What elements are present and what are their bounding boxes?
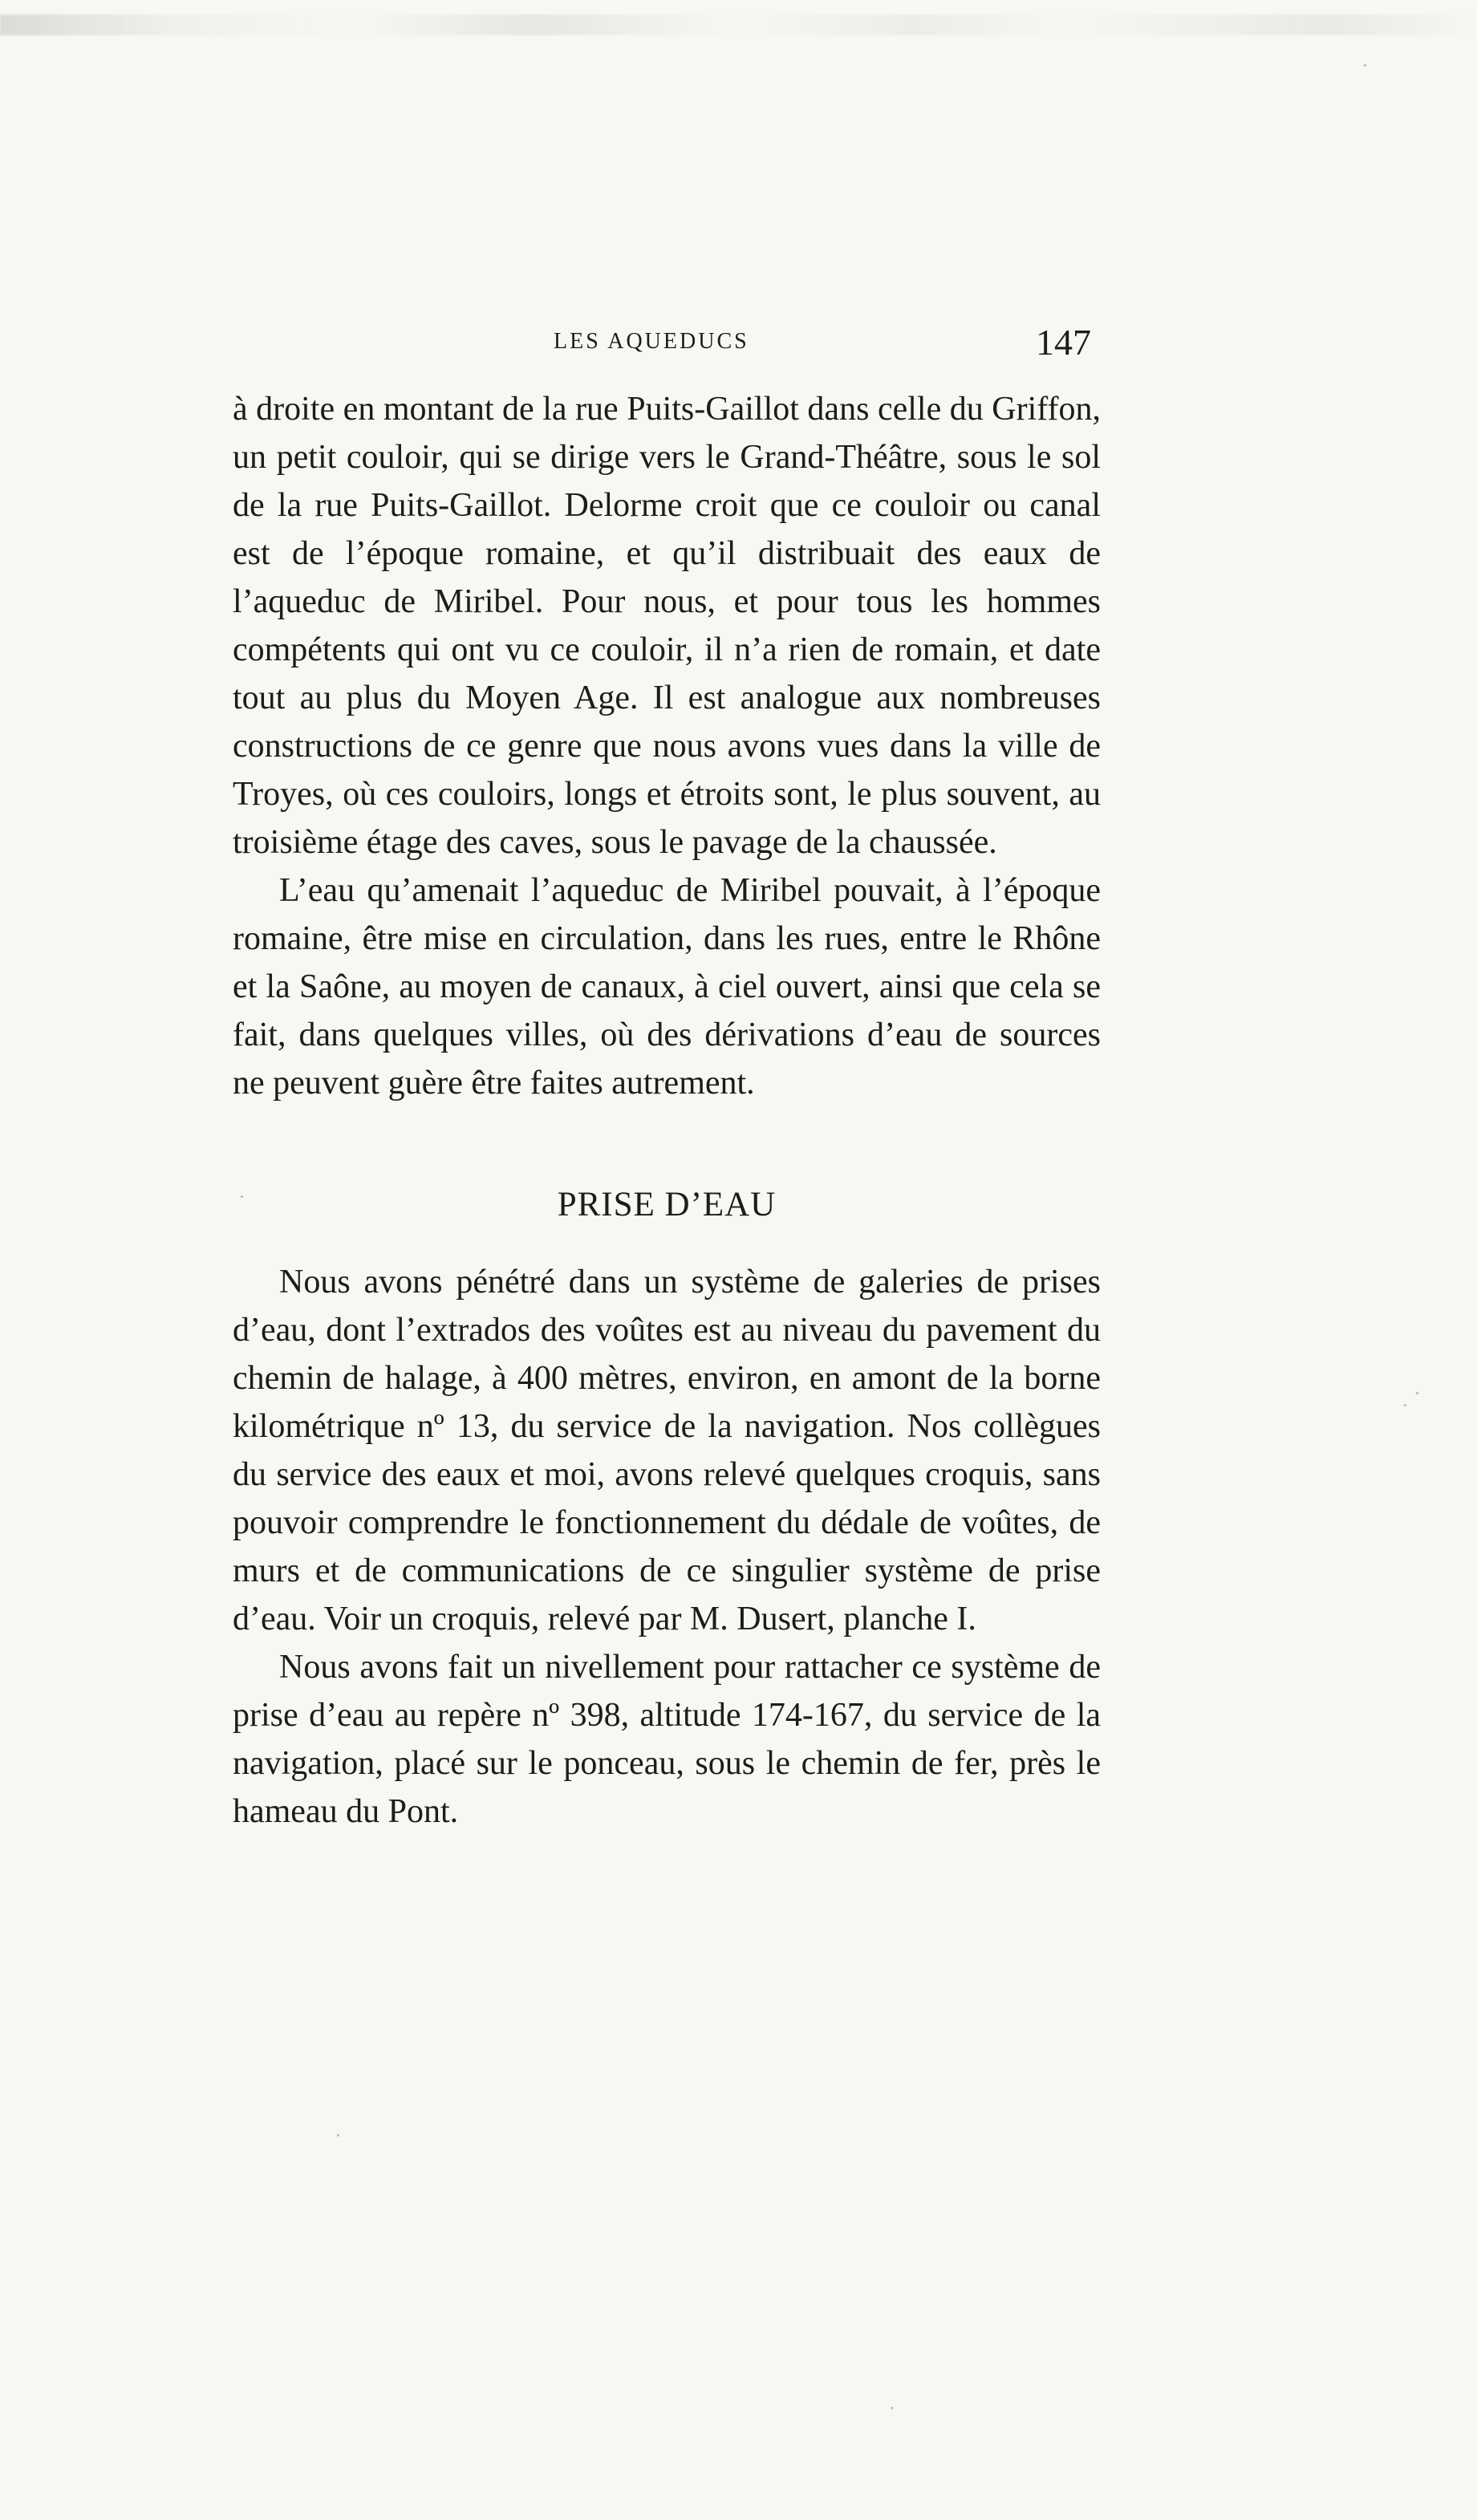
section-heading: PRISE D’EAU	[557, 1186, 777, 1223]
paper-speck	[1416, 1392, 1418, 1394]
paragraph-eau-circulation: L’eau qu’amenait l’aqueduc de Miribel pouvait, à l’époque romaine, être mise en circulation, dans les rues, entre le Rhône et la Saône, au moyen de canaux, à ciel ouvert, ainsi que cela se fait, dans quelques villes, où des dérivations d’eau de sources ne peuvent guère être faites autrement.	[233, 872, 1101, 1102]
page-number: 147	[1036, 322, 1091, 363]
paper-speck	[1404, 1404, 1406, 1406]
top-edge-smudge	[0, 14, 1477, 35]
paper-speck	[337, 2134, 339, 2137]
page-header	[233, 321, 1101, 377]
paragraph-continuation: à droite en montant de la rue Puits-Gaillot dans celle du Griffon, un petit couloir, qui se dirige vers le Grand-Théâtre, sous le sol de la rue Puits-Gaillot. Delorme croit que ce couloir ou canal est de l’époque romaine, et qu’il distribuait des eaux de l’aqueduc de Miribel. Pour nous, et pour tous les hommes compétents qui ont vu ce couloir, il n’a rien de romain, et date tout au plus du Moyen Age. Il est analogue aux nombreuses constructions de ce genre que nous avons vues dans la ville de Troyes, où ces couloirs, longs et étroits sont, le plus souvent, au troisième étage des caves, sous le pavage de la chaussée.	[233, 391, 1101, 861]
paper-speck	[241, 1195, 243, 1198]
paper-speck	[1364, 64, 1366, 67]
paragraph-galeries: Nous avons pénétré dans un système de galeries de prises d’eau, dont l’extrados des voûtes est au niveau du pavement du chemin de halage, à 400 mètres, environ, en amont de la borne kilométrique nº 13, du service de la navigation. Nos collègues du service des eaux et moi, avons relevé quelques croquis, sans pouvoir comprendre le fonctionnement du dédale de voûtes, de murs et de communications de ce singulier système de prise d’eau. Voir un croquis, relevé par M. Dusert, planche I.	[233, 1264, 1101, 1637]
main-text-block	[233, 385, 1101, 1836]
running-title: LES AQUEDUCS	[554, 329, 749, 354]
paper-speck	[891, 2407, 893, 2409]
paragraph-nivellement: Nous avons fait un nivellement pour rattacher ce système de prise d’eau au repère nº 398, altitude 174-167, du service de la navigation, placé sur le ponceau, sous le chemin de fer, près le hameau du Pont.	[233, 1649, 1101, 1830]
